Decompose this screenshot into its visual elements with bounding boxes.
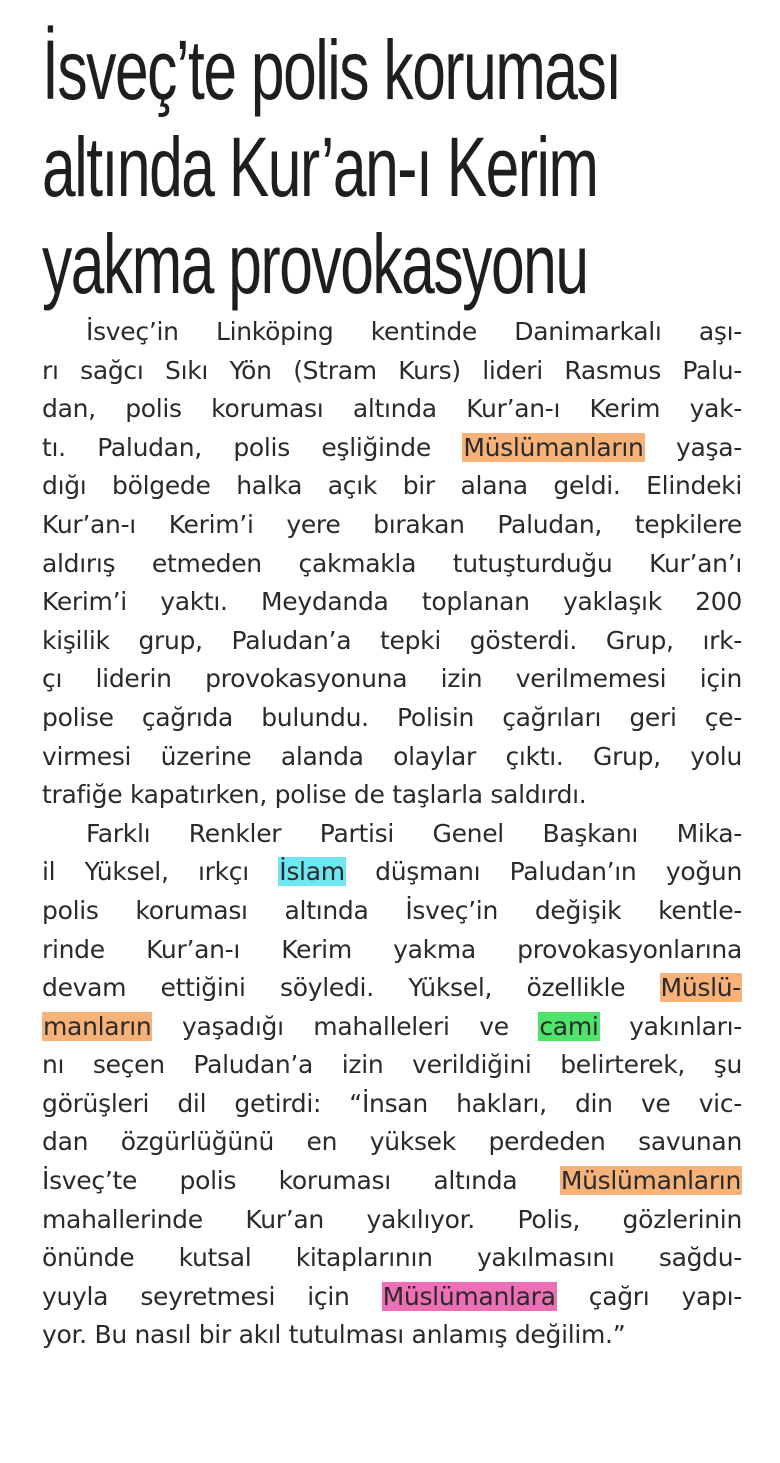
- headline-line: İsveç’te polis koruması: [42, 23, 621, 117]
- body-line: trafiğe kapatırken, polise de taşlarla saldırdı.: [42, 780, 587, 810]
- text-segment: yakınları-: [599, 1011, 742, 1041]
- body-line: [42, 853, 742, 892]
- headline-line: altında Kur’an-ı Kerim: [42, 120, 598, 214]
- text-segment: tı. Paludan, polis eşliğinde: [42, 432, 463, 462]
- body-line: virmesi üzerine alanda olaylar çıktı. Grup, yolu: [42, 741, 742, 771]
- text-segment: yaşadığı mahalleleri ve: [152, 1011, 539, 1041]
- highlighted-word: Müslümanlara: [382, 1281, 556, 1311]
- body-line: görüşleri dil getirdi: “İnsan hakları, din ve vic-: [42, 1088, 742, 1118]
- body-line: dan özgürlüğünü en yüksek perdeden savunan: [42, 1127, 742, 1157]
- body-line: çı liderin provokasyonuna izin verilmemesi için: [42, 664, 742, 694]
- article-body: [42, 313, 742, 1355]
- highlighted-word: İslam: [279, 857, 345, 887]
- body-line: Kur’an-ı Kerim’i yere bırakan Paludan, tepkilere: [42, 509, 742, 539]
- text-segment: yuyla seyretmesi için: [42, 1281, 382, 1311]
- highlighted-word: Müslü-: [660, 973, 741, 1003]
- body-line: [42, 1162, 742, 1201]
- body-line: rı sağcı Sıkı Yön (Stram Kurs) lideri Rasmus Palu-: [42, 355, 742, 385]
- body-line: [42, 429, 742, 468]
- body-line: Kerim’i yaktı. Meydanda toplanan yaklaşık 200: [42, 587, 742, 617]
- highlighted-word: Müslümanların: [463, 432, 644, 462]
- headline-line: yakma provokasyonu: [42, 217, 588, 311]
- highlighted-word: cami: [539, 1011, 599, 1041]
- body-line: [42, 969, 742, 1008]
- body-line: [42, 1008, 742, 1047]
- body-line: aldırış etmeden çakmakla tutuşturduğu Kur’an’ı: [42, 548, 742, 578]
- body-line: [42, 1278, 742, 1317]
- text-segment: devam ettiğini söyledi. Yüksel, özellikle: [42, 973, 660, 1003]
- body-line: dan, polis koruması altında Kur’an-ı Kerim yak-: [42, 394, 742, 424]
- body-line: polis koruması altında İsveç’in değişik kentle-: [42, 895, 742, 925]
- body-line: İsveç’in Linköping kentinde Danimarkalı aşı-: [86, 317, 742, 346]
- body-line: önünde kutsal kitaplarının yakılmasını sağdu-: [42, 1243, 742, 1273]
- text-segment: düşmanı Paludan’ın yoğun: [345, 857, 742, 887]
- body-line: Farklı Renkler Partisi Genel Başkanı Mika-: [86, 818, 742, 848]
- highlighted-word: manların: [43, 1011, 152, 1041]
- highlighted-word: Müslümanların: [560, 1166, 741, 1196]
- news-article: [42, 22, 742, 1355]
- body-line: rinde Kur’an-ı Kerim yakma provokasyonlarına: [42, 934, 742, 964]
- body-line: nı seçen Paludan’a izin verildiğini belirterek, şu: [42, 1050, 742, 1080]
- body-line: dığı bölgede halka açık bir alana geldi. Elindeki: [42, 471, 742, 501]
- body-line: yor. Bu nasıl bir akıl tutulması anlamış değilim.”: [42, 1320, 626, 1350]
- text-segment: il Yüksel, ırkçı: [42, 857, 279, 887]
- body-line: polise çağrıda bulundu. Polisin çağrıları geri çe-: [42, 702, 742, 732]
- body-line: kişilik grup, Paludan’a tepki gösterdi. Grup, ırk-: [42, 625, 742, 655]
- headline: [42, 22, 744, 313]
- text-segment: çağrı yapı-: [556, 1281, 742, 1311]
- text-segment: yaşa-: [644, 432, 742, 462]
- text-segment: İsveç’te polis koruması altında: [42, 1166, 560, 1196]
- body-line: mahallerinde Kur’an yakılıyor. Polis, gözlerinin: [42, 1204, 742, 1234]
